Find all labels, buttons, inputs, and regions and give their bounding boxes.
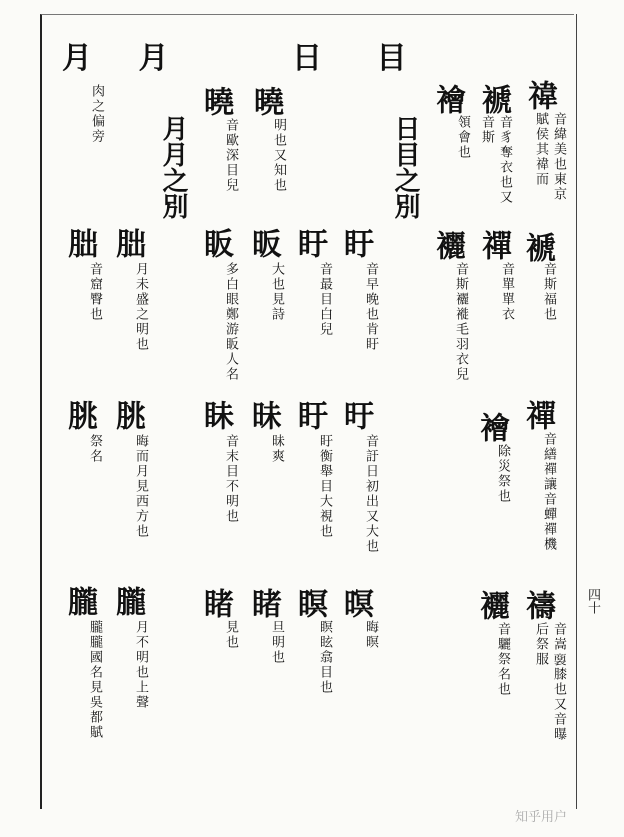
entry-head: 褫 bbox=[520, 232, 555, 262]
entry-note: 朧朧國名見吳都賦 bbox=[86, 620, 102, 740]
entry-note: 旦明也 bbox=[268, 620, 284, 665]
entry-note: 昧爽 bbox=[268, 434, 284, 464]
entry-head: 朏 bbox=[62, 228, 97, 258]
entry-head: 襘 bbox=[430, 84, 465, 114]
entry-note: 音末目不明也 bbox=[222, 434, 238, 524]
entry-note: 音驪祭名也 bbox=[494, 622, 510, 697]
entry-head: 盱 bbox=[338, 228, 373, 258]
entry-head: 襹 bbox=[430, 230, 465, 260]
entry-note: 音斯 bbox=[478, 115, 494, 145]
entry-note: 明也又知也 bbox=[270, 118, 286, 193]
entry-note: 月未盛之明也 bbox=[132, 262, 148, 352]
entry-note: 音最目白兒 bbox=[316, 262, 332, 337]
entry-note: 音訏日初出又大也 bbox=[362, 434, 378, 554]
entry-note: 多白眼鄭游眅人名 bbox=[222, 262, 238, 382]
entry-note: 音豸奪衣也又 bbox=[496, 115, 512, 205]
entry-note: 音歐深目兒 bbox=[222, 118, 238, 193]
entry-head: 曉 bbox=[198, 86, 233, 116]
margin-rule bbox=[576, 14, 577, 809]
entry-head: 昧 bbox=[246, 400, 281, 430]
section-title-sun-eye: 日目之別 bbox=[390, 115, 420, 219]
entry-note: 晦而月見西方也 bbox=[132, 434, 148, 539]
entry-note: 賦侯其禕而 bbox=[532, 112, 548, 187]
entry-note: 月不明也上聲 bbox=[132, 620, 148, 710]
entry-note: 祭名 bbox=[86, 434, 102, 464]
entry-note: 音早晚也肯盱 bbox=[362, 262, 378, 352]
entry-head: 旴 bbox=[338, 400, 373, 430]
entry-head: 昄 bbox=[246, 228, 281, 258]
entry-note: 大也見詩 bbox=[268, 262, 284, 322]
entry-head: 禕 bbox=[522, 80, 557, 110]
page-number: 四十 bbox=[585, 588, 600, 614]
entry-note: 晦暝 bbox=[362, 620, 378, 650]
entry-head: 襹 bbox=[474, 590, 509, 620]
entry-head: 朏 bbox=[110, 228, 145, 258]
section-title-moon-moon: 月月之別 bbox=[158, 115, 188, 219]
entry-head: 睹 bbox=[246, 588, 281, 618]
watermark-text: 知乎用户 bbox=[515, 810, 568, 825]
entry-note: 盱衡舉目大視也 bbox=[316, 434, 332, 539]
entry-note: 后祭服 bbox=[532, 622, 548, 667]
entry-note: 音斯襹褷毛羽衣兒 bbox=[452, 262, 468, 382]
entry-note: 音單單衣 bbox=[498, 262, 514, 322]
entry-note: 音緯美也東京 bbox=[550, 112, 566, 202]
entry-note: 音繕禪讓音蟬禪機 bbox=[540, 432, 556, 552]
entry-head: 褫 bbox=[476, 84, 511, 114]
entry-head: 曉 bbox=[248, 86, 283, 116]
entry-head: 瞑 bbox=[292, 588, 327, 618]
entry-note: 見也 bbox=[222, 620, 238, 650]
moon-radical-heads: 月 月 bbox=[62, 41, 187, 76]
entry-head: 朧 bbox=[62, 586, 97, 616]
entry-head: 禪 bbox=[476, 230, 511, 260]
entry-head: 暝 bbox=[338, 588, 373, 618]
entry-head: 禱 bbox=[520, 590, 555, 620]
moon-radical-note: 肉之偏旁 bbox=[88, 84, 104, 144]
entry-head: 朓 bbox=[62, 400, 97, 430]
entry-head: 朧 bbox=[110, 586, 145, 616]
entry-head: 盱 bbox=[292, 400, 327, 430]
entry-head: 睹 bbox=[198, 588, 233, 618]
entry-head: 禪 bbox=[520, 400, 555, 430]
entry-note: 音斯福也 bbox=[540, 262, 556, 322]
entry-note: 瞑眩翕目也 bbox=[316, 620, 332, 695]
entry-head: 眛 bbox=[198, 400, 233, 430]
entry-head: 眅 bbox=[198, 228, 233, 258]
entry-note: 音窟臀也 bbox=[86, 262, 102, 322]
entry-note: 音嵩𧜟膝也又音曝 bbox=[550, 622, 566, 742]
entry-head: 朓 bbox=[110, 400, 145, 430]
sun-eye-heads: 日 目 bbox=[292, 41, 429, 76]
entry-head: 襘 bbox=[474, 412, 509, 442]
entry-note: 領會也 bbox=[454, 115, 470, 160]
entry-note: 除災祭也 bbox=[494, 444, 510, 504]
entry-head: 盱 bbox=[292, 228, 327, 258]
